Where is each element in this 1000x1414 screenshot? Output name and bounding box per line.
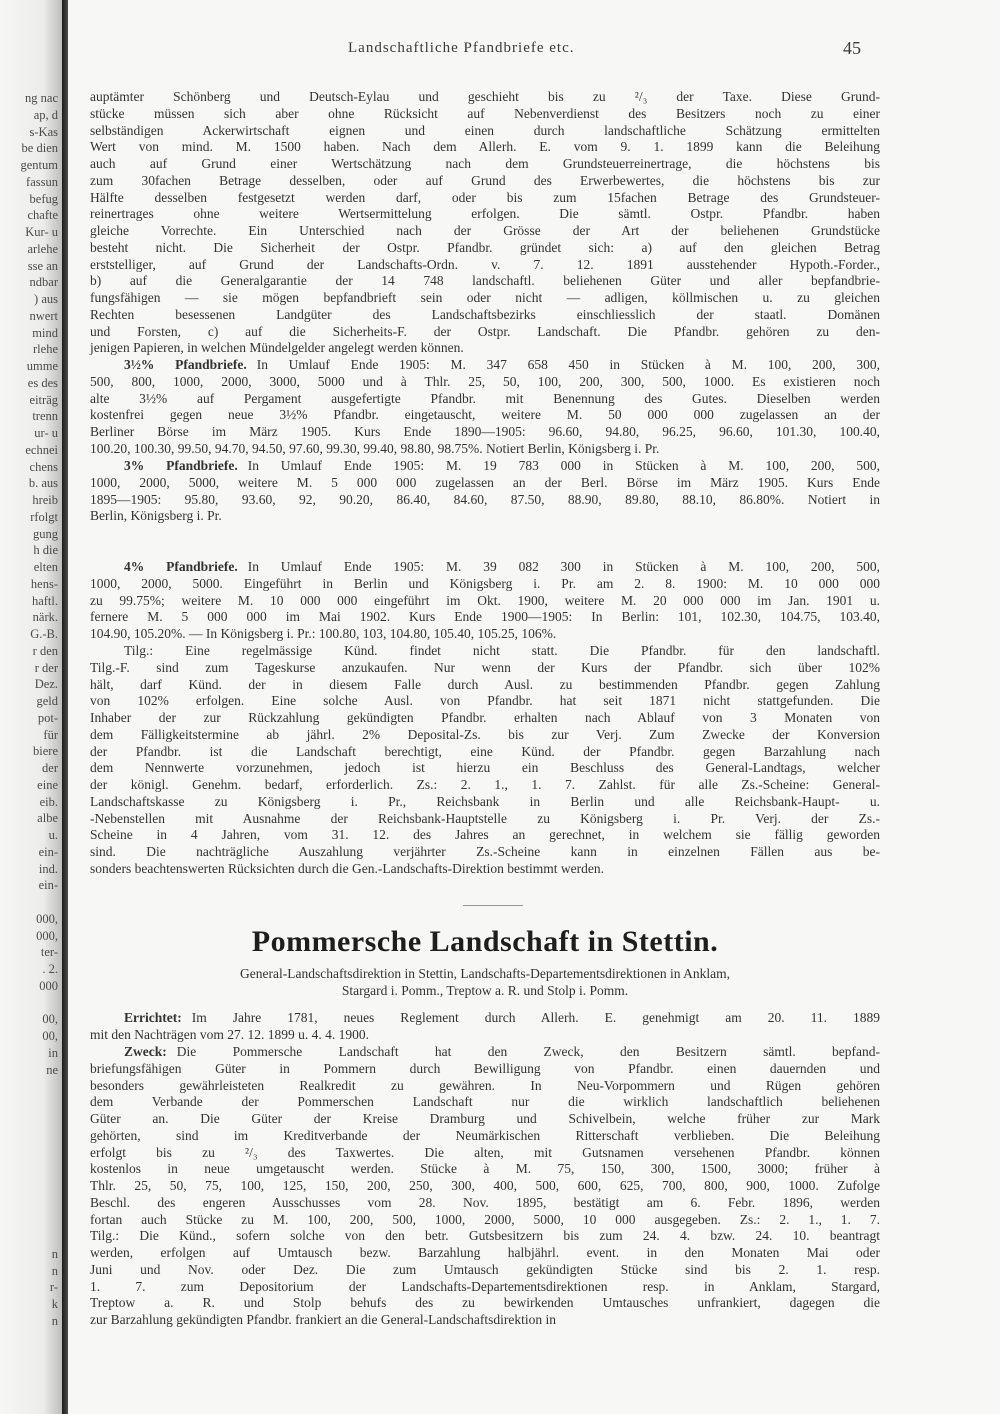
paragraph-ostpr-beleihung <box>90 89 880 357</box>
facing-text-fragment: pot- <box>37 710 58 725</box>
facing-text-fragment: 00, <box>42 1029 58 1043</box>
text-line: zu 99.75%; weitere M. 10 000 000 eingeführt im Okt. 1900, weitere M. 20 000 000 im Jan. 1901 u. <box>90 592 880 608</box>
text-line: mit den Nachträgen vom 27. 12. 1899 u. 4. 4. 1900. <box>90 1026 369 1042</box>
paragraph-3-pfandbriefe <box>90 458 880 525</box>
facing-text-fragment: echnei <box>25 442 58 457</box>
facing-text-fragment: be dien <box>21 141 58 156</box>
text-line: Juni und Nov. oder Dez. Die zum Umtausch gekündigten Stücke sind bis 2. 1. resp. <box>90 1261 880 1277</box>
facing-text-fragment: fassun <box>26 174 58 189</box>
facing-text-fragment <box>0 1129 62 1146</box>
facing-text-fragment: närk. <box>32 610 58 625</box>
text-line <box>90 458 880 475</box>
facing-text-fragment <box>0 1145 62 1162</box>
facing-text-fragment: gentum <box>20 158 58 172</box>
text-line: erfolgt bis zu ²/₃ des Taxwertes. Die alten, mit Gutsnamen versehenen Pfandbr. können <box>90 1144 880 1160</box>
text-line <box>90 559 880 576</box>
facing-text-fragment: G.-B. <box>30 627 58 641</box>
text-line: Hälfte desselben festgesetzt werden darf, oder bis zum 15fachen Betrage des Grundsteuer- <box>90 189 880 205</box>
text-line: kostenfrei gegen neue 3½% Pfandbr. eingetauscht, weitere M. 50 000 000 zugelassen an der <box>90 407 880 423</box>
facing-text-fragment: u. <box>48 828 58 842</box>
facing-text-fragment: Dez. <box>34 677 58 692</box>
paragraph-text: In Umlauf Ende 1905: M. 19 783 000 in Stücken à M. 100, 200, 500, <box>247 458 880 473</box>
text-line: werden, erfolgen auf Umtausch bezw. Barzahlung halbjährl. event. in den Monaten Mai oder <box>90 1245 880 1260</box>
facing-text-fragment: der <box>42 761 58 775</box>
text-line <box>90 1010 880 1027</box>
text-line: fortan auch Stücke zu M. 100, 200, 500, 1000, 2000, 5000, 10 000 ausgegeben. Zs.: 2. 1., 1. 7. <box>90 1211 880 1227</box>
facing-text-fragment: gung <box>33 526 58 541</box>
facing-text-fragment: ndbar <box>29 275 58 290</box>
facing-text-fragment <box>0 1179 62 1196</box>
text-line: der königl. Genehm. bedarf, erforderlich. Zs.: 2. 1., 1. 7. Zahlst. für alle Zs.-Scheine: General- <box>90 777 880 792</box>
facing-text-fragment: b. aus <box>28 476 58 491</box>
facing-text-fragment: es des <box>27 375 58 390</box>
text-line: von 102% erfolgen. Eine solche Ausl. von Pfandbr. hat seit 1871 nicht stattgefunden. Die <box>90 693 880 709</box>
text-line: zur Barzahlung gekündigten Pfandbr. frankiert an die General-Landschaftsdirektion in <box>90 1312 556 1327</box>
facing-text-fragment: ) aus <box>34 292 58 306</box>
facing-text-fragment: hreib <box>32 493 58 507</box>
text-line: Scheine in 4 Jahren, vom 31. 12. des Jahres an gerechnet, in welchem sie fällig geworden <box>90 827 880 843</box>
text-line: Güter an. Die Güter der Kreise Dramburg und Schivelbein, welche früher zur Mark <box>90 1111 880 1126</box>
section-divider <box>463 905 523 906</box>
facing-text-fragment: chens <box>29 459 58 474</box>
text-line: Tilg.-F. sind zum Tageskurse anzukaufen. Nur wenn der Kurs der Pfandbr. sich über 102% <box>90 659 880 675</box>
paragraph-text: In Umlauf Ende 1905: M. 39 082 300 in Stücken à M. 100, 200, 500, <box>247 559 880 574</box>
facing-text-fragment <box>0 1330 62 1347</box>
text-line: Beschl. des engeren Ausschusses vom 28. Nov. 1895, bestätigt am 6. Febr. 1896, werden <box>90 1194 880 1210</box>
facing-text-fragment: s-Kas <box>29 124 58 139</box>
text-line: 1000, 2000, 5000. Eingeführt in Berlin und Königsberg i. Pr. am 2. 8. 1900: M. 10 000 000 <box>90 575 880 591</box>
text-line: kostenlos in neue umgetauscht werden. Stücke à M. 75, 150, 300, 1500, 3000; früher à <box>90 1161 880 1177</box>
text-line: fernere M. 5 000 000 im Mai 1902. Kurs Ende 1900—1905: In Berlin: 101, 102.30, 104.75, 103.40, <box>90 609 880 625</box>
text-line: Inhaber der zur Rückzahlung gekündigten Pfandbr. erhalten nach Ablauf von 3 Monaten von <box>90 710 880 725</box>
paragraph-heading: Errichtet: <box>124 1010 182 1025</box>
text-line: Treptow a. R. und Stolp behufs des zu bewirkenden Umtausches unfrankiert, dagegen die <box>90 1295 880 1311</box>
facing-text-fragment: eiträg <box>29 392 58 407</box>
text-line: Berliner Börse im März 1905. Kurs Ende 1890—1905: 96.60, 94.80, 96.25, 96.60, 101.30, 100.40, <box>90 424 880 439</box>
facing-text-fragment: rfolgt <box>30 509 58 524</box>
facing-text-fragment: ap, d <box>33 107 58 122</box>
text-line: dem Nennwerte vorzunehmen, jedoch ist hierzu ein Beschluss des General-Landtags, welcher <box>90 760 880 776</box>
facing-text-fragment: eine <box>37 777 58 792</box>
text-line: auptämter Schönberg und Deutsch-Eylau und geschieht bis zu ²/₃ der Taxe. Diese Grund- <box>90 89 880 104</box>
text-line <box>90 357 880 374</box>
facing-text-fragment <box>0 1229 62 1246</box>
text-line: 100.20, 100.30, 99.50, 94.70, 94.50, 97.60, 99.30, 99.40, 98.80, 98.75%. Notiert Berlin, Königsberg i. Pr. <box>90 440 660 456</box>
text-line: gleiche Vorrechte. Ein Unterschied nach der Grösse der Art der beliehenen Grundstücke <box>90 223 880 238</box>
facing-text-fragment: eib. <box>39 794 58 809</box>
facing-text-fragment: umme <box>26 359 58 373</box>
text-line: selbständigen Ackerwirtschaft eignen und einen durch landschaftliche Schätzung ermittelten <box>90 122 880 138</box>
subtitle-line: General-Landschaftsdirektion in Stettin, Landschafts-Departementsdirektionen in Anklam, <box>240 966 730 981</box>
text-line: dem Fälligkeitstermine ab jährl. 2% Deposital-Zs. bis zur Verj. Zum Zwecke der Konversion <box>90 726 880 742</box>
facing-text-fragment: n <box>51 1246 58 1261</box>
facing-text-fragment: geld <box>36 694 58 708</box>
facing-text-fragment: sse an <box>27 258 58 273</box>
section-title: Pommersche Landschaft in Stettin. <box>251 925 719 958</box>
facing-text-fragment <box>0 995 62 1012</box>
text-line: erststelliger, auf Grund der Landschafts-Ordn. v. 7. 12. 1891 ausstehender Hypoth.-Forder., <box>90 256 880 272</box>
text-line: 500, 800, 1000, 2000, 3000, 5000 und à Thlr. 25, 50, 100, 200, 300, 500, 1000. Es existieren noch <box>90 373 880 389</box>
facing-text-fragment: 00, <box>42 1012 58 1027</box>
facing-text-fragment <box>0 1162 62 1179</box>
facing-text-fragment <box>0 1212 62 1229</box>
facing-page-text <box>0 0 62 1397</box>
paragraph-heading: 3½% Pfandbriefe. <box>124 357 247 372</box>
paragraph-heading: 4% Pfandbriefe. <box>124 559 238 574</box>
facing-text-fragment: hens- <box>30 576 58 591</box>
facing-text-fragment <box>0 1380 62 1397</box>
facing-text-fragment: nwert <box>29 308 58 323</box>
text-line: 104.90, 105.20%. — In Königsberg i. Pr.: 100.80, 103, 104.80, 105.40, 105.25, 106%. <box>90 626 557 641</box>
running-title: Landschaftliche Pfandbriefe etc. <box>348 40 575 56</box>
facing-text-fragment: ein- <box>38 878 58 893</box>
facing-text-fragment <box>0 1346 62 1363</box>
text-line: fungsfähigen — sie mögen bepfandbrieft sein oder nicht — adligen, köllmischen u. zu gleichen <box>90 290 880 305</box>
facing-text-fragment: ne <box>46 1062 58 1077</box>
facing-text-fragment: r- <box>49 1280 58 1295</box>
text-line: und Forsten, c) auf die Sicherheits-F. der Ostpr. Landschaft. Die Pfandbr. gehören zu den- <box>90 323 880 339</box>
facing-text-fragment: arlehe <box>27 241 58 256</box>
paragraph-3-5-pfandbriefe <box>90 357 880 458</box>
text-line: auch auf Grund einer Wertschätzung nach dem Grundsteuerreinertrage, die höchstens bis <box>90 156 880 171</box>
facing-text-fragment: k <box>51 1297 58 1311</box>
text-line: b) auf die Generalgarantie der 14 748 landschaftl. beliehenen Güter und aller bepfandbrie- <box>90 273 880 289</box>
paragraph-tilgung <box>90 643 880 878</box>
facing-text-fragment: trenn <box>32 409 58 424</box>
facing-text-fragment: . 2. <box>42 962 58 976</box>
section-subtitle <box>90 966 880 1000</box>
text-line: 1895—1905: 95.80, 93.60, 92, 90.20, 86.40, 84.60, 87.50, 88.90, 89.80, 88.10, 86.80%. Notiert in <box>90 491 880 507</box>
facing-text-fragment: ur- u <box>34 426 58 440</box>
facing-text-fragment: mind <box>32 325 58 340</box>
facing-text-fragment: ind. <box>38 861 58 876</box>
text-line <box>90 1044 880 1061</box>
paragraph-errichtet <box>90 1010 880 1044</box>
paragraph-text: Die Pommersche Landschaft hat den Zweck, den Besitzern sämtl. bepfand- <box>176 1044 880 1059</box>
facing-text-fragment: h die <box>33 543 58 558</box>
facing-text-fragment: für <box>43 727 58 742</box>
facing-text-fragment <box>0 1196 62 1213</box>
facing-text-fragment: chafte <box>27 208 58 223</box>
text-line: briefungsfähigen Güter in Pommern durch Bewilligung von Pfandbr. einen dauernden und <box>90 1060 880 1076</box>
text-line: stücke müssen sich aber ohne Rücksicht auf Nebenverdienst des Besitzers noch zu einer <box>90 105 880 121</box>
text-line: hält, darf Künd. der in diesem Falle durch Ausl. zu bestimmenden Pfandbr. gegen Zahlung <box>90 676 880 692</box>
paragraph-heading: 3% Pfandbriefe. <box>124 458 238 473</box>
text-line: besteht nicht. Die Sicherheit der Ostpr. Pfandbr. gründet sich: a) auf den gleichen Betrag <box>90 239 880 255</box>
facing-text-fragment: r den <box>32 643 58 658</box>
facing-text-fragment: n <box>51 1313 58 1328</box>
facing-page-fragment <box>0 0 62 1414</box>
text-line: reinertrages ohne weitere Wertsermittelung erfolgen. Die sämtl. Ostpr. Pfandbr. haben <box>90 206 880 222</box>
text-line: 1. 7. zum Depositorium der Landschafts-Departementsdirektionen resp. in Anklam, Stargard, <box>90 1278 880 1294</box>
facing-text-fragment: 000, <box>36 928 58 943</box>
text-line: gehörten, sind im Kreditverbande der Neumärkischen Ritterschaft verblieben. Die Beleihung <box>90 1127 880 1143</box>
paragraph-zweck <box>90 1044 880 1329</box>
facing-text-fragment: n <box>51 1263 58 1278</box>
facing-text-fragment: ein- <box>38 844 58 859</box>
text-line: Rechten besessenen Landgüter des Landschaftsbezirks einschliesslich der staatl. Domänen <box>90 306 880 322</box>
text-line: Landschaftskasse zu Königsberg i. Pr., Reichsbank in Berlin und alle Reichsbank-Haupt- u. <box>90 793 880 809</box>
facing-text-fragment: biere <box>33 744 58 759</box>
facing-text-fragment: albe <box>37 811 58 826</box>
facing-text-fragment: ng nac <box>25 91 58 105</box>
text-line: Wert von mind. M. 1500 haben. Nach dem Allerh. E. vom 9. 1. 1899 kann die Beleihung <box>90 139 880 155</box>
facing-text-fragment: 000 <box>39 978 58 993</box>
text-line: sind. Die nachträgliche Auszahlung verjährter Zs.-Scheine kann in einzelnen Fällen aus be- <box>90 844 880 859</box>
page-number: 45 <box>843 38 861 58</box>
text-line: besonders gewährleisteten Realkredit zu gewähren. In Neu-Vorpommern und Rügen gehören <box>90 1077 880 1093</box>
facing-text-fragment: Kur- u <box>25 225 58 239</box>
facing-text-fragment: 000, <box>36 911 58 926</box>
facing-text-fragment: rlehe <box>33 342 58 357</box>
document-page <box>68 0 1000 1414</box>
facing-text-fragment <box>0 1078 62 1095</box>
text-line: alte 3½% auf Pergament ausgefertigte Pfandbr. mit Benennung des Gutes. Dieselben werden <box>90 390 880 406</box>
text-line: 1000, 2000, 5000, weitere M. 5 000 000 zugelassen an der Berl. Börse im März 1905. Kurs Ende <box>90 474 880 490</box>
subtitle-line: Stargard i. Pomm., Treptow a. R. und Stolp i. Pomm. <box>341 982 629 998</box>
facing-text-fragment: haftl. <box>31 593 58 608</box>
text-line: Thlr. 25, 50, 75, 100, 125, 150, 200, 250, 300, 400, 500, 600, 625, 700, 800, 900, 1000. Zufolge <box>90 1178 880 1193</box>
facing-text-fragment: ter- <box>40 945 58 960</box>
text-line: jenigen Papieren, in welchen Mündelgelder angelegt werden können. <box>90 340 464 356</box>
text-line: Tilg.: Die Künd., sofern solche von den betr. Gutsbesitzern bis zum 24. 4. bzw. 24. 10. beantragt <box>90 1228 880 1244</box>
facing-text-fragment: elten <box>33 560 58 574</box>
facing-text-fragment: befug <box>29 191 58 206</box>
paragraph-text: Im Jahre 1781, neues Reglement durch Allerh. E. genehmigt am 20. 11. 1889 <box>191 1010 880 1025</box>
text-line: dem Verbande der Pommerschen Landschaft nur die wirklich landschaftlich beliehenen <box>90 1094 880 1110</box>
text-line: -Nebenstellen mit Ausnahme der Reichsbank-Hauptstelle zu Königsberg i. Pr. Verj. der Zs.- <box>90 810 880 826</box>
text-line: zum 30fachen Betrage desselben, oder auf Grund des Erwerbewertes, die höchstens bis zur <box>90 172 880 188</box>
facing-text-fragment <box>0 894 62 911</box>
facing-text-fragment <box>0 1095 62 1112</box>
text-line: Tilg.: Eine regelmässige Künd. findet nicht statt. Die Pfandbr. für den landschaftl. <box>124 643 880 658</box>
facing-text-fragment <box>0 1112 62 1129</box>
facing-text-fragment: in <box>48 1045 58 1060</box>
text-line: der Pfandbr. ist die Landschaft berechtigt, eine Künd. der Pfandbr. gegen Barzahlung nach <box>90 743 880 759</box>
paragraph-heading: Zweck: <box>124 1044 167 1059</box>
facing-text-fragment <box>0 1363 62 1380</box>
text-line: sonders beachtenswerten Rücksichten durch die Gen.-Landschafts-Direktion bestimmt werden. <box>90 860 604 876</box>
paragraph-4-pfandbriefe <box>90 559 880 643</box>
facing-text-fragment: r der <box>34 660 58 675</box>
paragraph-text: In Umlauf Ende 1905: M. 347 658 450 in Stücken à M. 100, 200, 300, <box>256 357 880 372</box>
text-line: Berlin, Königsberg i. Pr. <box>90 508 222 524</box>
